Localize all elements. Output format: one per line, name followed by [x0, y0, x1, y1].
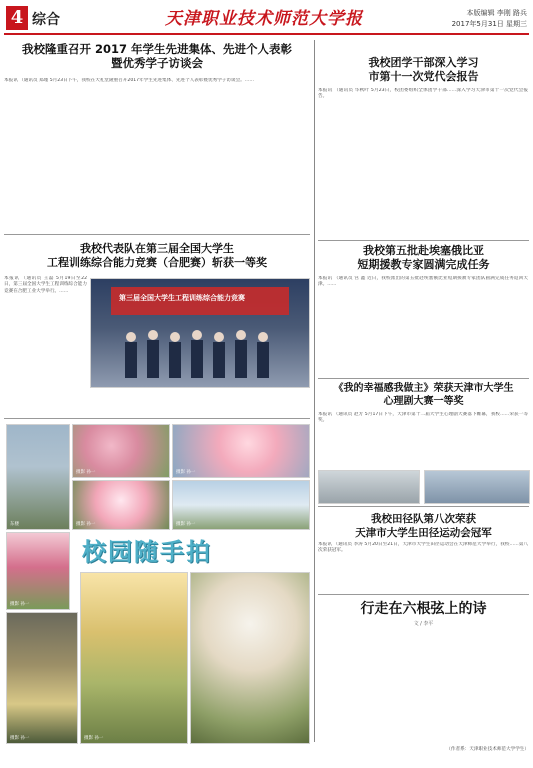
- campus-photo-8: [80, 572, 188, 744]
- drama-photo-2: [424, 470, 530, 504]
- campus-photo-6-caption: 摄影 孙一: [10, 602, 30, 607]
- campus-photo-5-caption: 摄影 孙一: [176, 522, 196, 527]
- article-1-lead: 本报讯 （通讯员 郑瑾 5月23日下午，我校在大礼堂隆重召开2017年学生先进集体、先进个人表彰暨优秀学子访谈会。……: [4, 78, 254, 83]
- campus-photo-7-caption: 摄影 孙一: [10, 736, 30, 741]
- article-6-headline-line1: 我校田径队第八次荣获: [371, 513, 476, 525]
- article-3-body-col1: [4, 276, 87, 388]
- article-3-lead: 本报讯 （通讯员 王磊 5月19日至22日，第三届全国大学生工程训练综合能力竞赛在合肥工业大学举行。……: [4, 276, 87, 294]
- article-3-body-col2: [90, 392, 308, 414]
- campus-photo-7: [6, 612, 78, 744]
- divider-a1: [4, 234, 310, 235]
- date-line: 2017年5月31日 星期三: [451, 20, 527, 28]
- section-name: 综合: [32, 12, 60, 28]
- article-6-body: [318, 542, 528, 590]
- campus-photo-3: [172, 424, 310, 478]
- article-3-headline-line2: 工程训练综合能力竞赛（合肥赛）斩获一等奖: [47, 256, 267, 269]
- campus-photo-1-caption: 东楼: [10, 522, 19, 527]
- drama-photo-1: [318, 470, 420, 504]
- article-2-lead: 本报讯 （通讯员 毕秋叶 5月23日，校团委组织全体团学干部……深入学习天津市第十一次党代会报告。: [318, 88, 528, 100]
- article-6-lead: 本报讯 （通讯员 李涛 5月20日至21日，天津市大学生田径运动会在天津师范大学举行，我校……第八次荣获冠军。: [318, 542, 528, 554]
- article-5-headline: [318, 382, 529, 408]
- article-3-headline: [4, 242, 310, 270]
- article-1-headline-line1: 我校隆重召开 2017 年学生先进集体、先进个人表彰: [21, 42, 292, 56]
- photo-feature-title: 校园随手拍: [82, 538, 212, 566]
- article-1-headline: [4, 42, 310, 70]
- campus-photo-2: [72, 424, 170, 478]
- paper-name: 天津职业技术师范大学报: [165, 9, 363, 29]
- article-7-byline: 文 / 李平: [413, 621, 434, 627]
- campus-photo-9: [190, 572, 310, 744]
- article-1-headline-line2: 暨优秀学子访谈会: [111, 56, 203, 70]
- article-6-headline: [318, 512, 529, 540]
- divider-a6: [318, 594, 529, 595]
- article-4-headline-line2: 短期援教专家圆满完成任务: [357, 258, 490, 271]
- article-2-body: [318, 88, 528, 236]
- article-1-body: [4, 78, 304, 226]
- campus-photo-4-caption: 摄影 孙一: [76, 522, 96, 527]
- article-5-headline-line1: 《我的幸福感我做主》荣获天津市大学生: [333, 383, 514, 394]
- article-4-headline-line1: 我校第五批赴埃塞俄比亚: [363, 244, 484, 257]
- article-2-headline-line2: 市第十一次党代会报告: [368, 70, 479, 83]
- article-4-body: [318, 276, 528, 374]
- competition-banner: 第三届全国大学生工程训练综合能力竞赛: [119, 294, 245, 302]
- article-4-lead: 本报讯 （通讯员 宫 鑫 近日，我校派出的第五批赴埃塞俄比亚短期援教专家团队圆满完成任务返回天津。……: [318, 276, 528, 288]
- campus-photo-1: [6, 424, 70, 530]
- page-number: 4: [6, 6, 28, 30]
- campus-photo-5: [172, 480, 310, 530]
- divider-a5: [318, 506, 529, 507]
- article-7-headline: 行走在六根弦上的诗: [360, 601, 487, 617]
- campus-photo-6: [6, 532, 70, 610]
- competition-photo: [90, 278, 310, 388]
- divider-a2: [318, 240, 529, 241]
- article-3-headline-line1: 我校代表队在第三届全国大学生: [80, 242, 234, 255]
- editor-line: 本版编辑 李刚 路兵: [466, 9, 527, 17]
- article-7-body: [318, 630, 528, 742]
- campus-photo-8-caption: 摄影 孙一: [84, 736, 104, 741]
- campus-photo-4: [72, 480, 170, 530]
- article-6-headline-line2: 天津市大学生田径运动会冠军: [355, 527, 492, 539]
- divider-photo-feature: [4, 418, 310, 419]
- article-2-headline-line1: 我校团学干部深入学习: [368, 56, 479, 69]
- article-5-lead: 本报讯 （通讯员 赵芳 5月17日下午，天津市第十二届大学生心理剧大赛落下帷幕，我校……荣获一等奖。: [318, 412, 528, 424]
- article-4-headline: [318, 244, 529, 272]
- article-5-body: [318, 412, 528, 468]
- article-2-headline: [318, 56, 529, 84]
- article-5-headline-line2: 心理剧大赛一等奖: [383, 396, 464, 407]
- campus-photo-2-caption: 摄影 孙一: [76, 470, 96, 475]
- article-7-footer-note: （作者系：天津职业技术师范大学学生）: [446, 747, 529, 752]
- masthead-rule: [4, 33, 529, 35]
- column-divider: [314, 40, 315, 742]
- campus-photo-3-caption: 摄影 孙一: [176, 470, 196, 475]
- divider-a4: [318, 378, 529, 379]
